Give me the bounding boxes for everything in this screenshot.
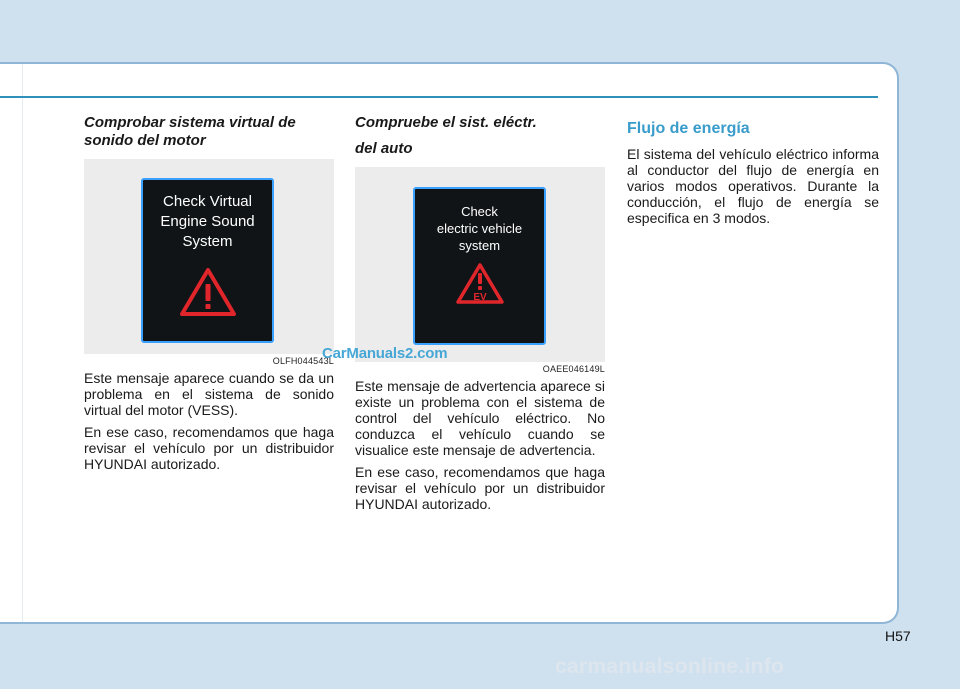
- figure-code: OLFH044543L: [272, 356, 334, 366]
- body-paragraph: Este mensaje de advertencia aparece si existe un problema con el sistema de control del vehículo eléctrico. No conduzca el vehículo cuando se visualice este mensaje de advertencia.: [355, 378, 605, 458]
- cluster-display: [413, 187, 546, 345]
- body-paragraph: Este mensaje aparece cuando se da un problema en el sistema de sonido virtual del motor (VESS).: [84, 370, 334, 418]
- cluster-figure: [355, 167, 605, 374]
- warning-triangle-icon: [178, 266, 238, 318]
- section-title: [84, 114, 334, 150]
- body-paragraph: El sistema del vehículo eléctrico informa al conductor del flujo de energía en varios modos operativos. Durante la conducción, el flujo de energía se especifica en 3 modos.: [627, 146, 879, 226]
- title-line: sonido del motor: [84, 132, 206, 149]
- watermark-link[interactable]: CarManuals2.com: [322, 345, 448, 362]
- body-paragraph: En ese caso, recomendamos que haga revisar el vehículo por un distribuidor HYUNDAI autorizado.: [355, 464, 605, 512]
- header-rule: [0, 96, 878, 98]
- message-line: Check: [461, 204, 498, 219]
- footer-watermark: carmanualsonline.info: [555, 655, 785, 678]
- page-margin-guide: [22, 64, 23, 622]
- section-energy-flow: [627, 114, 879, 226]
- display-message: [415, 189, 544, 254]
- message-line: System: [182, 233, 233, 250]
- ev-label: EV: [472, 292, 487, 303]
- body-paragraph: En ese caso, recomendamos que haga revisar el vehículo por un distribuidor HYUNDAI autorizado.: [84, 424, 334, 472]
- page-number: H57: [885, 628, 911, 644]
- message-line: system: [458, 238, 501, 253]
- cluster-display: [141, 178, 274, 343]
- display-message: [143, 180, 272, 252]
- title-line: del auto: [355, 140, 413, 157]
- section-title: Flujo de energía: [627, 120, 750, 137]
- message-line: Check Virtual: [163, 193, 252, 210]
- ev-warning-triangle-icon: [455, 262, 505, 306]
- manual-page: [0, 62, 899, 624]
- title-line: Comprobar sistema virtual de: [84, 114, 296, 131]
- section-title: [355, 114, 605, 158]
- section-ev-system: [355, 114, 605, 512]
- title-line: Compruebe el sist. eléctr.: [355, 114, 537, 131]
- section-vess: [84, 114, 334, 472]
- figure-code: OAEE046149L: [542, 364, 605, 374]
- message-line: Engine Sound: [160, 213, 255, 230]
- message-line: electric vehicle: [436, 221, 523, 236]
- cluster-figure: [84, 159, 334, 366]
